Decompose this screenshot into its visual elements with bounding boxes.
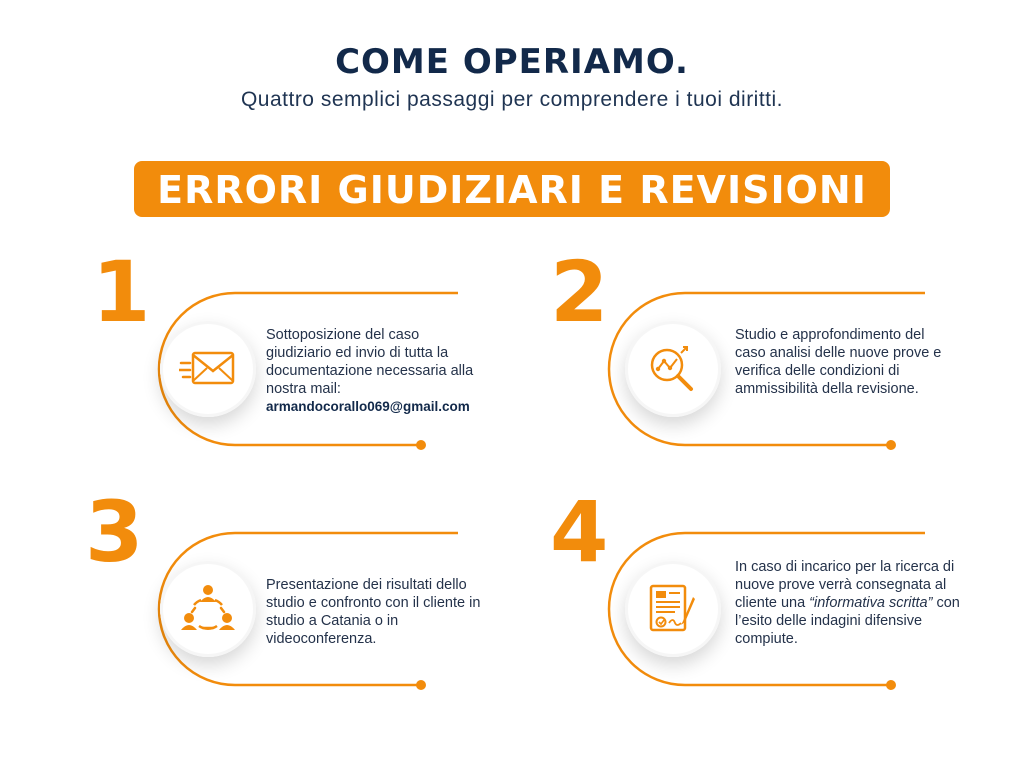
page-subtitle: Quattro semplici passaggi per comprendere i tuoi diritti. bbox=[240, 88, 784, 111]
step-number: 2 bbox=[550, 243, 609, 341]
step-description bbox=[735, 326, 955, 398]
step-icon-circle bbox=[625, 561, 721, 657]
magnifier-analysis-icon bbox=[647, 343, 699, 395]
step-3 bbox=[85, 483, 530, 685]
step-text: Sottoposizione del caso giudiziario ed invio di tutta la documentazione necessaria alla nostra mail: bbox=[266, 327, 474, 397]
step-text: In caso di incarico per la ricerca di nuove prove verrà consegnata al cliente una bbox=[735, 559, 955, 611]
step-number: 4 bbox=[550, 483, 609, 581]
email-link[interactable]: armandocorallo069@gmail.com bbox=[266, 399, 470, 414]
step-icon-circle bbox=[160, 561, 256, 657]
step-description bbox=[266, 326, 476, 416]
step-description bbox=[735, 558, 960, 648]
section-banner: ERRORI GIUDIZIARI E REVISIONI bbox=[134, 161, 890, 217]
step-text: Studio e approfondimento del caso analisi delle nuove prove e verifica delle condizioni di ammissibilità della revisione. bbox=[735, 327, 942, 397]
step-text: con l’esito delle indagini difensive compiute. bbox=[735, 595, 960, 647]
step-1 bbox=[90, 243, 530, 445]
step-text-italic: “informativa scritta” bbox=[809, 595, 933, 611]
step-2 bbox=[550, 243, 995, 445]
step-text: Presentazione dei risultati dello studio e confronto con il cliente in studio a Catania o in videoconferenza. bbox=[266, 577, 481, 647]
step-description bbox=[266, 576, 481, 648]
page-title: COME OPERIAMO. bbox=[335, 42, 689, 82]
step-icon-circle bbox=[160, 321, 256, 417]
step-icon-circle bbox=[625, 321, 721, 417]
step-number: 1 bbox=[92, 243, 151, 341]
step-number: 3 bbox=[85, 483, 144, 581]
signed-document-icon bbox=[647, 583, 699, 635]
step-4 bbox=[550, 483, 995, 685]
team-meeting-icon bbox=[181, 584, 235, 634]
envelope-icon bbox=[179, 349, 237, 389]
